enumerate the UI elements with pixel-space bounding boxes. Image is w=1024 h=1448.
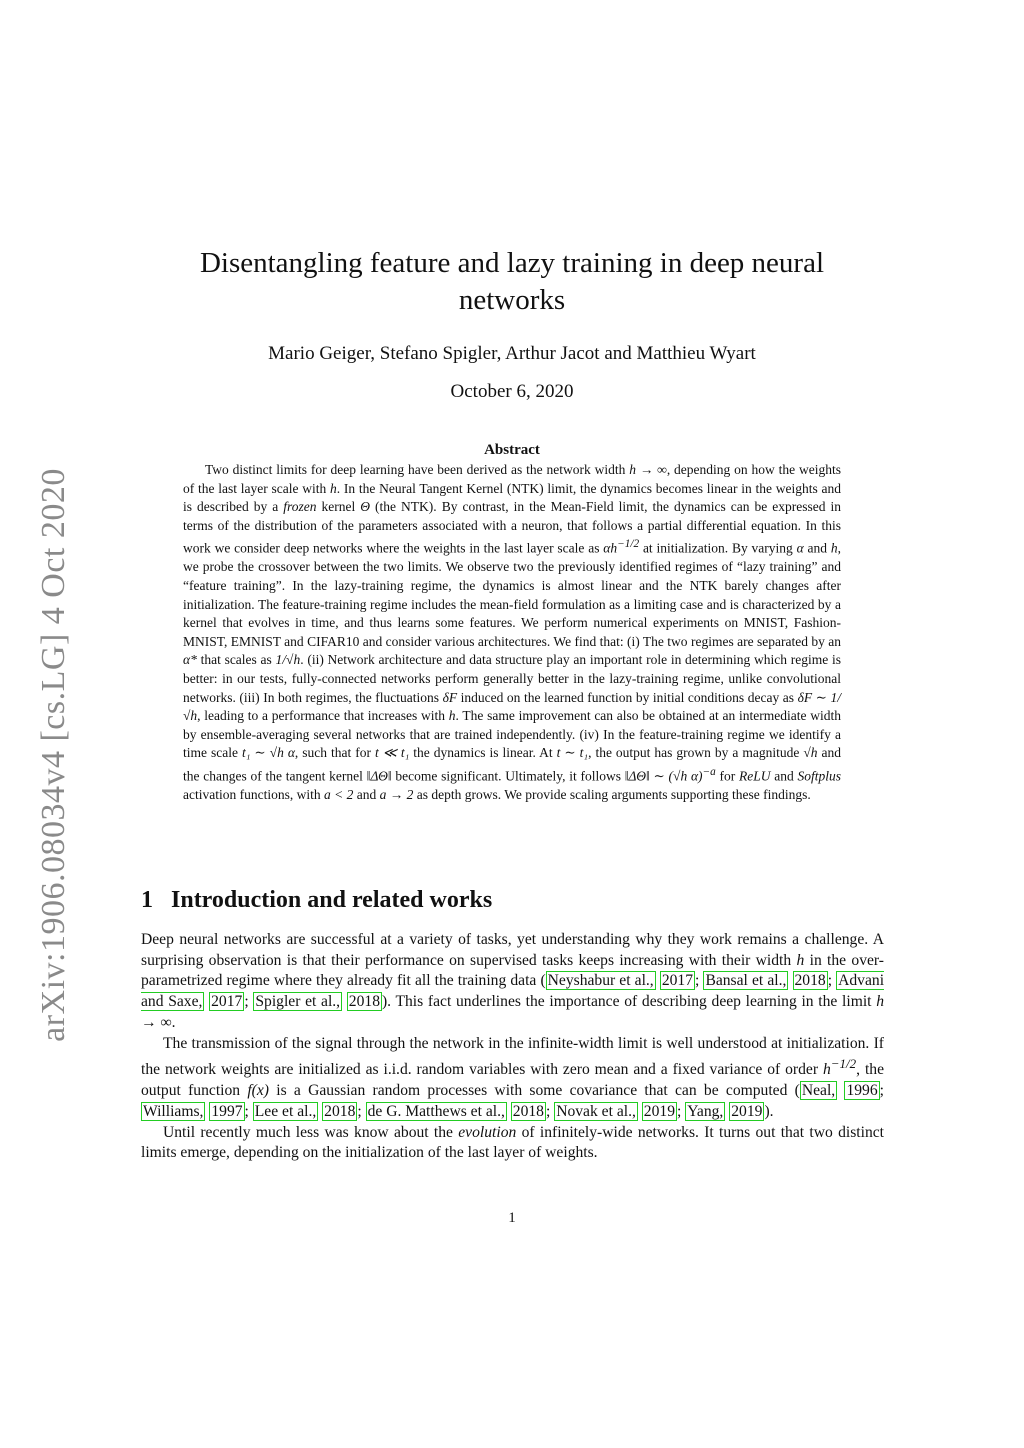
math-inline: t ≪ t₁ (374, 745, 410, 761)
math-inline: 1/√h (275, 652, 301, 668)
citation-link[interactable]: Neal, (801, 1082, 836, 1100)
citation-link[interactable]: Williams, (143, 1102, 204, 1120)
page-number: 1 (508, 1210, 516, 1226)
math-inline: h (822, 1061, 831, 1079)
paragraph: Until recently much less was know about the evolution of infinitely-wide networks. It turns out that two distinct limits emerge, depending on the initialization of the last layer of weights. (141, 1123, 885, 1162)
paragraph: The transmission of the signal through the network in the infinite-width limit is well understood at initialization. If the network weights are initialized as i.i.d. random variables with zero mean and a fixed variance of order $h^{-1/2}$, the output function f(x) is a Gaussian random processes with some covariance that can be computed ( Neal, 1996 ; Williams, 1997 ; Lee et al., 2018 ; de G. Matthews et al., 2018 ; Novak et al., 2019 ; Yang, 2019 ). (141, 1034, 884, 1120)
math-inline: ‖ΔΘ‖ (366, 768, 392, 784)
math-inline: h (448, 708, 456, 724)
citation-year-link[interactable]: 2017 (211, 993, 243, 1011)
citation-link[interactable]: Novak et al., (556, 1102, 636, 1120)
emphasis: frozen (283, 499, 317, 515)
math-inline: ‖ΔΘ‖ ∼ (√h α) (624, 768, 703, 784)
math-inline: t₁ ∼ √h α (241, 745, 295, 761)
math-inline: f(x) (247, 1082, 269, 1100)
author-list: Mario Geiger, Stefano Spigler, Arthur Jacot and Matthieu Wyart (268, 343, 756, 364)
citation-link[interactable]: de G. Matthews et al., (367, 1102, 505, 1120)
math-inline: √h (803, 745, 818, 761)
abstract-body: Two distinct limits for deep learning have been derived as the network width h → ∞, depending on how the weights of the last layer scale with h. In the Neural Tangent Kernel (NTK) limit, the dynamics becomes linear in the weights and is described by a frozen kernel Θ (the NTK). By contrast, in the Mean-Field limit, the dynamics can be expressed in terms of the distribution of the parameters associated with a neuron, that follows a partial differential equation. In this work we consider deep networks where the weights in the last layer scale as $\alpha h^{-1/2}$ at initialization. By varying α and h, we probe the crossover between the two limits. We observe two the previously identified regimes of “lazy training” and “feature training”. In the lazy-training regime, the dynamics is almost linear and the NTK barely changes after initialization. The feature-training regime includes the mean-field formulation as a limiting case and is characterized by a kernel that evolves in time, and thus learns some features. We perform numerical experiments on MNIST, Fashion-MNIST, EMNIST and CIFAR10 and consider various architectures. We find that: (i) The two regimes are separated by an α* that scales as 1/√h. (ii) Network architecture and data structure play an important role in determining which regime is better: in our tests, fully-connected networks perform generally better in the lazy-training regime, unlike convolutional networks. (iii) In both regimes, the fluctuations δF induced on the learned function by initial conditions decay as δF ∼ 1/√h, leading to a performance that increases with h. The same improvement can also be obtained at an intermediate width by ensemble-averaging several networks that are trained independently. (iv) In the feature-training regime we identify a time scale t₁ ∼ √h α, such that for t ≪ t₁ the dynamics is linear. At t ∼ t₁, the output has grown by a magnitude √h and the changes of the tangent kernel ‖ΔΘ‖ become significant. Ultimately, it follows ‖ΔΘ‖ ∼ (√h α)$^{-a}$ for ReLU and Softplus activation functions, with a < 2 and a → 2 as depth grows. We provide scaling arguments supporting these findings. (183, 462, 842, 803)
section-number: 1 (141, 887, 153, 913)
math-superscript: −1/2 (617, 538, 640, 551)
citation-link[interactable]: Lee et al., (254, 1102, 317, 1120)
math-inline: δF (442, 689, 458, 705)
section-title: Introduction and related works (171, 887, 493, 913)
math-inline: Θ (360, 499, 371, 515)
math-inline: h (330, 480, 337, 496)
citation-year-link[interactable]: 2017 (661, 972, 693, 990)
introduction-body (141, 930, 884, 1164)
math-superscript: −a (702, 766, 716, 778)
math-inline: a → 2 (379, 787, 414, 803)
math-inline: α (796, 540, 804, 556)
citation-year-link[interactable]: 2018 (324, 1102, 356, 1120)
citation-link[interactable]: Advani and Saxe, (141, 972, 885, 1011)
emphasis: evolution (458, 1123, 517, 1141)
publication-date: October 6, 2020 (450, 381, 574, 402)
citation-year-link[interactable]: 2018 (348, 993, 380, 1011)
paper-title: Disentangling feature and lazy training in deep neural networks (199, 247, 825, 316)
math-inline: h → ∞ (141, 993, 884, 1031)
citation-year-link[interactable]: 2019 (643, 1102, 675, 1120)
math-inline: a < 2 (323, 787, 354, 803)
math-inline: h (796, 951, 805, 969)
math-inline: α* (183, 652, 197, 668)
abstract-heading: Abstract (484, 442, 540, 458)
citation-year-link[interactable]: 2018 (794, 972, 826, 990)
citation-link[interactable]: Spigler et al., (255, 993, 341, 1011)
citation-link[interactable]: Bansal et al., (705, 972, 787, 990)
emphasis: ReLU (739, 768, 771, 784)
paragraph: Deep neural networks are successful at a variety of tasks, yet understanding why they work remains a challenge. A surprising observation is that their performance on supervised tasks keeps increasing with their width h in the over-parametrized regime where they already fit all the training data ( Neyshabur et al., 2017 ; Bansal et al., 2018 ; Advani and Saxe, 2017 ; Spigler et al., 2018 ). This fact underlines the importance of describing deep learning in the limit h → ∞. (141, 931, 885, 1031)
math-inline: δF ∼ 1/√h (183, 689, 841, 724)
citation-link[interactable]: Neyshabur et al., (547, 972, 654, 990)
math-superscript: −1/2 (830, 1056, 857, 1072)
section-heading (141, 885, 492, 915)
arxiv-side-stamp: arXiv:1906.08034v4 [cs.LG] 4 Oct 2020 (35, 468, 72, 1042)
citation-year-link[interactable]: 1996 (846, 1082, 878, 1100)
citation-link[interactable]: Yang, (687, 1102, 724, 1120)
emphasis: Softplus (797, 768, 842, 784)
citation-year-link[interactable]: 2019 (731, 1102, 763, 1120)
math-inline: h (830, 540, 838, 556)
math-inline: αh (603, 540, 618, 556)
math-inline: t ∼ t₁ (556, 745, 589, 761)
citation-year-link[interactable]: 2018 (512, 1102, 544, 1120)
citation-year-link[interactable]: 1997 (211, 1102, 243, 1120)
math-inline: h → ∞ (629, 462, 667, 477)
